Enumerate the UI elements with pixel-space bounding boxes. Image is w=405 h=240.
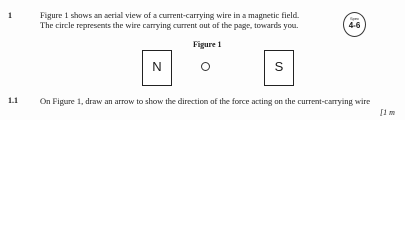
marks-label: [1 m — [380, 108, 395, 117]
spec-badge-value: 4-6 — [348, 21, 361, 30]
question-number: 1 — [8, 11, 12, 20]
subquestion-number: 1.1 — [8, 96, 18, 105]
question-intro-line-1: Figure 1 shows an aerial view of a current-carrying wire in a magnetic field. — [40, 10, 300, 20]
subquestion-text: On Figure 1, draw an arrow to show the direction of the force acting on the current-carrying wire — [40, 96, 370, 106]
figure-title: Figure 1 — [193, 40, 222, 49]
wire-circle — [201, 62, 210, 71]
spec-badge-label: Spec — [349, 16, 360, 21]
north-magnet: N — [142, 50, 172, 86]
south-magnet: S — [264, 50, 294, 86]
spec-badge — [343, 12, 366, 37]
question-intro-line-2: The circle represents the wire carrying current out of the page, towards you. — [40, 20, 299, 30]
